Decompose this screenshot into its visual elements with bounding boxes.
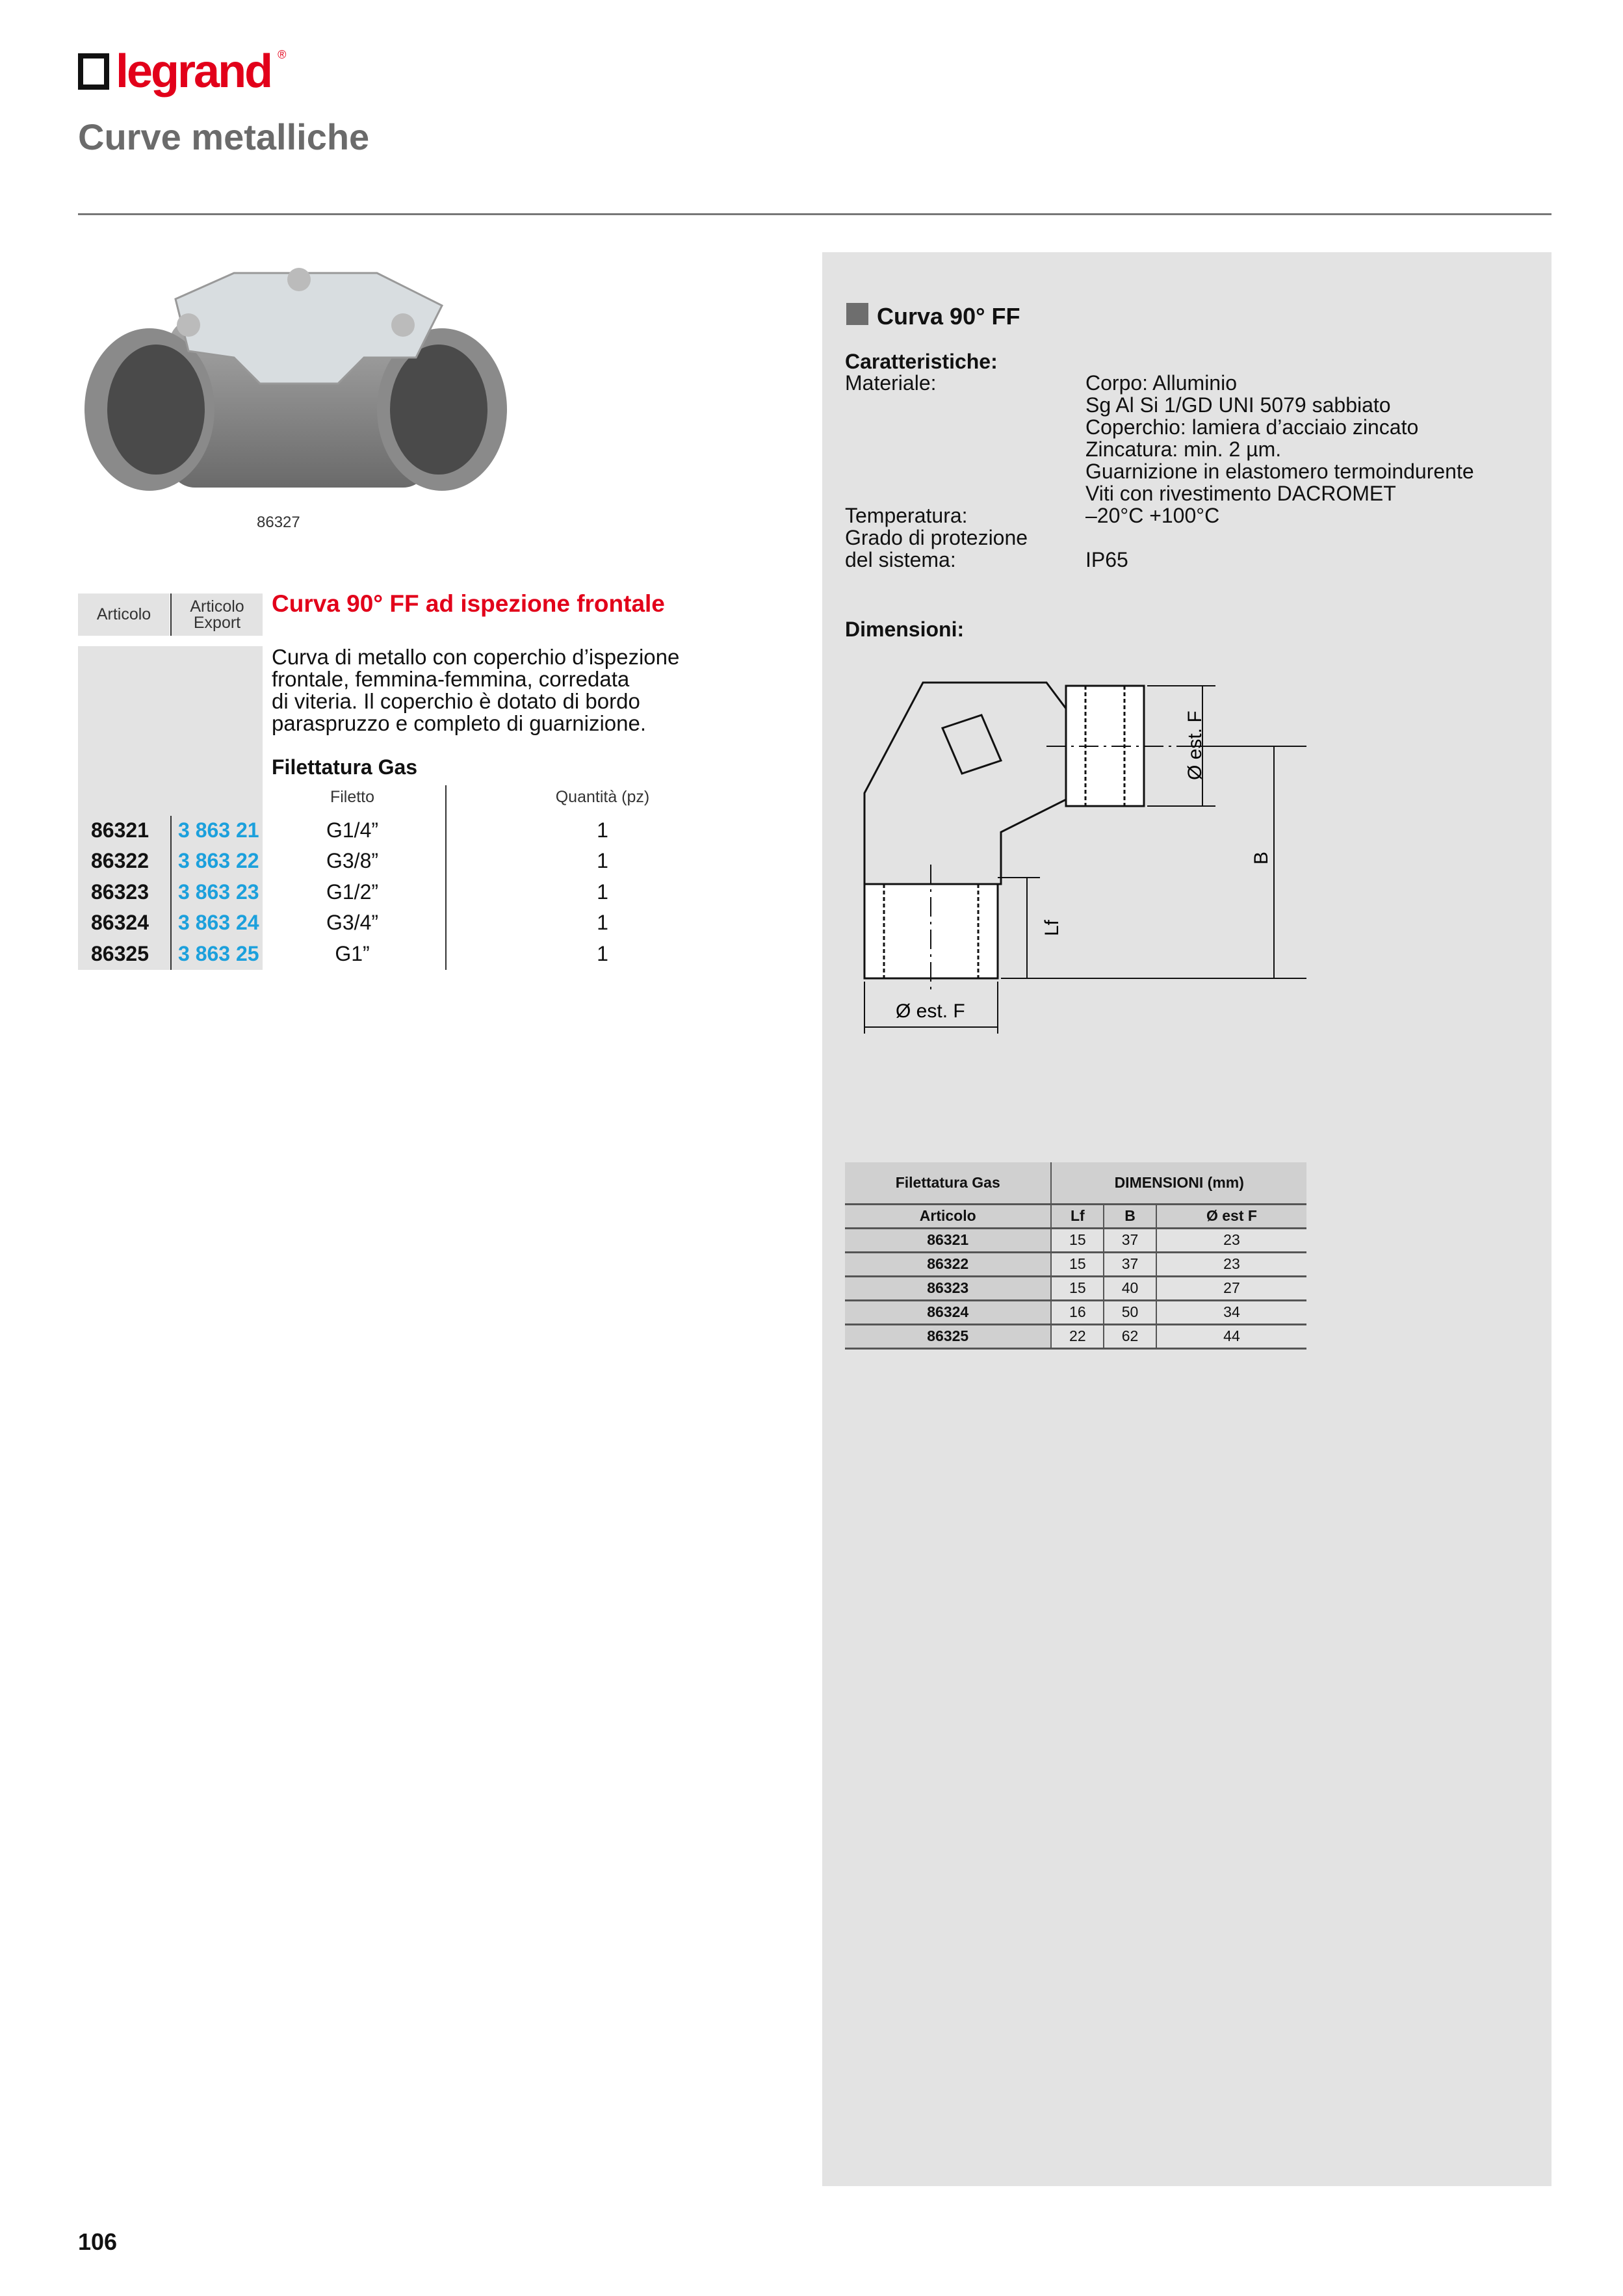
lf: 22 bbox=[1051, 1324, 1104, 1348]
materiale-value: Viti con rivestimento DACROMET bbox=[1085, 482, 1396, 505]
table-row bbox=[845, 1228, 1306, 1252]
quantita: 1 bbox=[597, 911, 608, 934]
dim-label-lf: Lf bbox=[1041, 919, 1063, 936]
description-line: paraspruzzo e completo di guarnizione. bbox=[272, 711, 647, 735]
articolo: 86321 bbox=[91, 818, 149, 842]
spec-title: Curva 90° FF bbox=[877, 303, 1020, 330]
articolo: 86322 bbox=[91, 849, 149, 872]
dim-label-b: B bbox=[1251, 851, 1272, 865]
product-description bbox=[272, 646, 805, 735]
table-row bbox=[78, 815, 650, 846]
articolo: 86324 bbox=[845, 1300, 1051, 1324]
materiale-value: Sg Al Si 1/GD UNI 5079 sabbiato bbox=[1085, 393, 1391, 417]
caratteristiche-heading: Caratteristiche: bbox=[845, 350, 998, 373]
table-row bbox=[845, 1276, 1306, 1300]
quantita: 1 bbox=[597, 818, 608, 842]
description-line: di viteria. Il coperchio è dotato di bordo bbox=[272, 689, 640, 713]
description-line: frontale, femmina-femmina, corredata bbox=[272, 667, 630, 691]
th-articolo: Articolo bbox=[845, 1204, 1051, 1228]
table-row bbox=[845, 1300, 1306, 1324]
lf: 15 bbox=[1051, 1228, 1104, 1252]
articolo: 86324 bbox=[91, 911, 149, 934]
header-divider bbox=[170, 594, 172, 636]
th-filettatura: Filettatura Gas bbox=[845, 1162, 1051, 1204]
table-row bbox=[78, 907, 650, 938]
export-code: 3 863 25 bbox=[178, 942, 259, 965]
dimensions-table bbox=[845, 1162, 1306, 1350]
materiale-value: Coperchio: lamiera d’acciaio zincato bbox=[1085, 415, 1419, 439]
quantita: 1 bbox=[597, 880, 608, 904]
articolo: 86323 bbox=[845, 1276, 1051, 1300]
section-square-icon bbox=[846, 303, 868, 325]
lf: 16 bbox=[1051, 1300, 1104, 1324]
articolo: 86322 bbox=[845, 1252, 1051, 1276]
est-f: 27 bbox=[1156, 1276, 1306, 1300]
est-f: 34 bbox=[1156, 1300, 1306, 1324]
materiale-value: Corpo: Alluminio bbox=[1085, 371, 1237, 395]
page-title: Curve metalliche bbox=[78, 116, 370, 157]
materiale-values bbox=[1085, 372, 1474, 571]
technical-drawing bbox=[851, 670, 1306, 1047]
divider bbox=[78, 213, 1552, 215]
grado-label: del sistema: bbox=[845, 548, 956, 571]
th-b: B bbox=[1104, 1204, 1156, 1228]
b: 62 bbox=[1104, 1324, 1156, 1348]
filetto: G3/4” bbox=[326, 911, 379, 934]
est-f: 44 bbox=[1156, 1324, 1306, 1348]
col-quantita: Quantità (pz) bbox=[555, 788, 650, 806]
materiale-label: Materiale: bbox=[845, 371, 937, 395]
export-code: 3 863 21 bbox=[178, 818, 259, 842]
temperatura-value: –20°C +100°C bbox=[1085, 504, 1220, 527]
table-row bbox=[78, 939, 650, 969]
lf: 15 bbox=[1051, 1276, 1104, 1300]
b: 40 bbox=[1104, 1276, 1156, 1300]
filetto: G3/8” bbox=[326, 849, 379, 872]
th-dimensioni: DIMENSIONI (mm) bbox=[1051, 1162, 1306, 1204]
header-articolo-export: Articolo Export bbox=[172, 594, 263, 636]
materiale-value: Guarnizione in elastomero termoindurente bbox=[1085, 460, 1474, 483]
grado-label: Grado di protezione bbox=[845, 526, 1028, 549]
export-code: 3 863 23 bbox=[178, 880, 259, 904]
dimensioni-heading: Dimensioni: bbox=[845, 618, 965, 641]
logo-wordmark: legrand bbox=[116, 46, 272, 98]
table-row bbox=[845, 1252, 1306, 1276]
table-row bbox=[845, 1324, 1306, 1348]
section-subtitle: Filettatura Gas bbox=[272, 755, 418, 779]
b: 50 bbox=[1104, 1300, 1156, 1324]
articolo: 86323 bbox=[91, 880, 149, 904]
product-title: Curva 90° FF ad ispezione frontale bbox=[272, 590, 665, 617]
b: 37 bbox=[1104, 1252, 1156, 1276]
export-code: 3 863 22 bbox=[178, 849, 259, 872]
lf: 15 bbox=[1051, 1252, 1104, 1276]
quantita: 1 bbox=[597, 942, 608, 965]
dim-label-est-f-top: Ø est. F bbox=[1184, 711, 1206, 780]
temperatura-label: Temperatura: bbox=[845, 504, 968, 527]
filetto: G1/2” bbox=[326, 880, 379, 904]
th-lf: Lf bbox=[1051, 1204, 1104, 1228]
logo-mark-icon bbox=[78, 53, 109, 90]
est-f: 23 bbox=[1156, 1252, 1306, 1276]
dim-label-est-f-bottom: Ø est. F bbox=[896, 1000, 965, 1022]
filetto: G1/4” bbox=[326, 818, 379, 842]
legrand-logo bbox=[78, 46, 287, 98]
articolo: 86325 bbox=[845, 1324, 1051, 1348]
description-line: Curva di metallo con coperchio d’ispezione bbox=[272, 645, 680, 669]
grado-value: IP65 bbox=[1085, 548, 1128, 571]
quantita: 1 bbox=[597, 849, 608, 872]
export-code: 3 863 24 bbox=[178, 911, 259, 934]
table-row bbox=[78, 846, 650, 876]
col-filetto: Filetto bbox=[330, 788, 375, 806]
materiale-value: Zincatura: min. 2 µm. bbox=[1085, 437, 1282, 461]
header-articolo: Articolo bbox=[78, 594, 170, 636]
articolo: 86325 bbox=[91, 942, 149, 965]
th-est: Ø est F bbox=[1156, 1204, 1306, 1228]
photo-code: 86327 bbox=[257, 514, 300, 531]
est-f: 23 bbox=[1156, 1228, 1306, 1252]
articolo: 86321 bbox=[845, 1228, 1051, 1252]
filetto: G1” bbox=[335, 942, 370, 965]
page-number: 106 bbox=[78, 2228, 118, 2255]
registered-icon: ® bbox=[278, 48, 287, 61]
b: 37 bbox=[1104, 1228, 1156, 1252]
product-photo bbox=[78, 260, 513, 533]
table-row bbox=[78, 877, 650, 907]
